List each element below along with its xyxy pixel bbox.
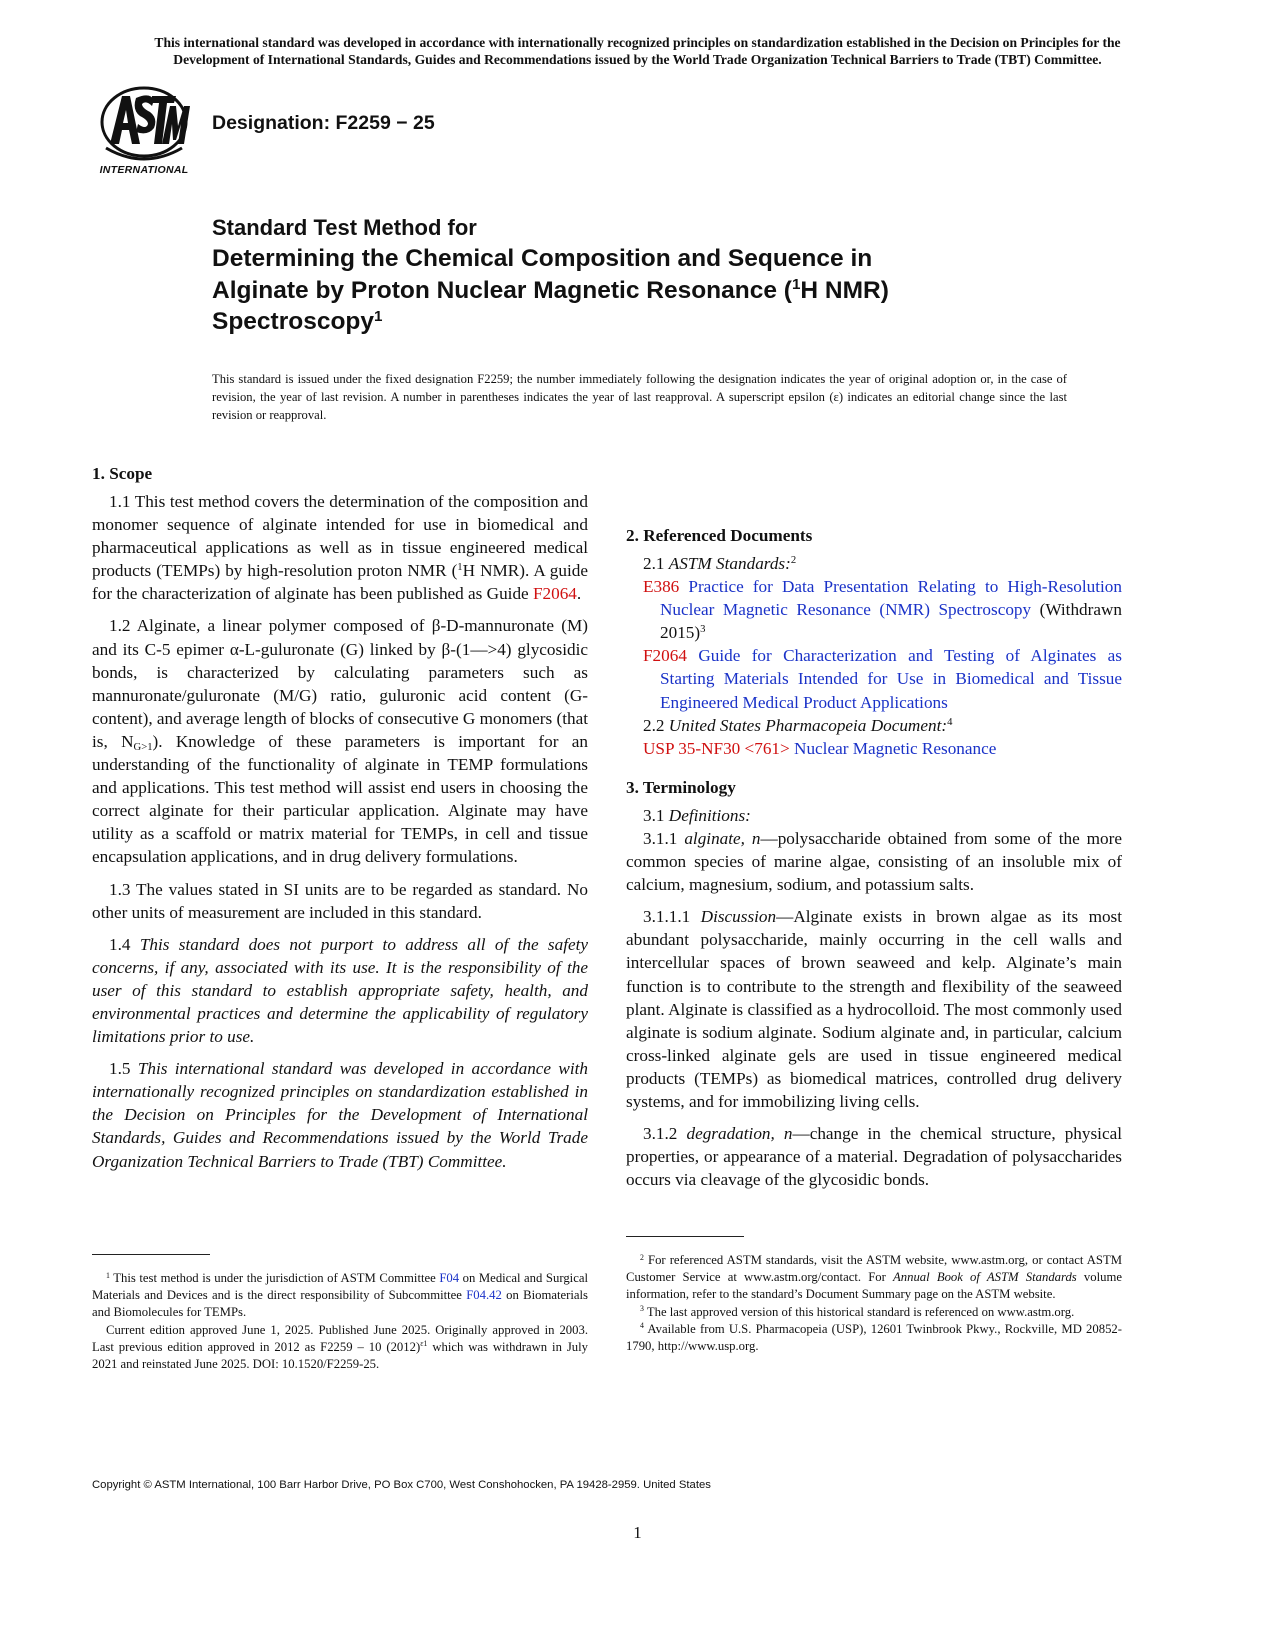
- title-line-1: Determining the Chemical Composition and Sequence in: [212, 245, 873, 272]
- definition-text: —change in the chemical structure, physical properties, or appearance of a material. Degradation of polysaccharides occurs via cleavage of the glycosidic bonds.: [626, 1124, 1122, 1190]
- link-e386-title[interactable]: Practice for Data Presentation Relating to High-Resolution Nuclear Magnetic Resonance (NMR) Spectroscopy: [660, 577, 1122, 620]
- subsection-2-1-title: ASTM Standards:: [668, 554, 791, 573]
- title-prefix: Standard Test Method for: [212, 215, 477, 240]
- footnote-divider-right: [626, 1236, 744, 1237]
- title-superscript: 1: [791, 276, 801, 294]
- link-f2064-title[interactable]: Guide for Characterization and Testing of Alginates as Starting Materials Intended for Use in Biomedical and Tissue Engineered Medical Product Applications: [660, 646, 1122, 712]
- document-title: [212, 243, 1112, 338]
- logo-caption: INTERNATIONAL: [99, 164, 189, 176]
- paragraph-number: 1.4: [109, 934, 140, 954]
- link-f2064[interactable]: F2064: [532, 584, 577, 604]
- footnote-text: The last approved version of this historical standard is referenced on www.astm.org.: [643, 1304, 1075, 1319]
- notice-line-1: This international standard was developed in accordance with internationally recognized principles on standardization established in the Decision on Principles for the: [154, 35, 1121, 50]
- paragraph-1-2-b: ). Knowledge of these parameters is important for an understanding of the functionality of alginate in TEMP formulations and applications. This test method will assist end users in choosing the correct alginate for their particular application. Alginate may have utility as a scaffold or matrix material for TEMPs, in cell and tissue encapsulation applications, and in drug delivery formulations.: [92, 731, 588, 867]
- section-heading-terminology: 3. Terminology: [626, 777, 736, 797]
- discussion-text: —Alginate exists in brown algae as its most abundant polysaccharide, mainly occurring in the cell walls and intercellular spaces of brown seaweed and kelp. Alginate’s main function is to contribute to the strength and flexibility of the seaweed plant. Alginate is classified as a hydrocolloid. The most commonly used alginate is sodium alginate. Sodium alginate and, in particular, calcium cross-linked alginate gels are used in tissue engineered medical products (TEMPs) as biomedical matrices, controlled drug delivery systems, and for immobilizing living cells.: [626, 907, 1122, 1111]
- footnote-ref: 2: [790, 555, 797, 567]
- subscript: G>1: [133, 741, 153, 753]
- subsection-2-2-title: United States Pharmacopeia Document:: [668, 715, 948, 735]
- notice-line-2: Development of International Standards, Guides and Recommendations issued by the World Trade Organization Technical Barriers to Trade (TBT) Committee.: [173, 52, 1102, 67]
- paragraph-1-4-text: This standard does not purport to address all of the safety concerns, if any, associated with its use. It is the responsibility of the user of this standard to establish appropriate safety, health, and environmental practices and determine the applicability of regulatory limitations prior to use.: [92, 934, 588, 1047]
- superscript: 1: [457, 562, 463, 574]
- title-line-3-text: Spectroscopy: [212, 308, 375, 335]
- paragraph-number: 1.5: [109, 1059, 138, 1079]
- epsilon-superscript: ε1: [420, 1339, 428, 1349]
- paragraph-1-5: [92, 1057, 588, 1172]
- footnote-text: on Biomaterials and Biomolecules for TEMPs.: [92, 1288, 588, 1320]
- link-usp-code[interactable]: USP 35-NF30 <761>: [643, 738, 790, 758]
- footnotes-left: [92, 1270, 588, 1373]
- footnote-3: [626, 1304, 1122, 1321]
- title-block: [212, 213, 1112, 338]
- subsection-2-1: [626, 552, 1122, 575]
- ref-usp: [643, 737, 1122, 760]
- paragraph-1-5-text: This international standard was developed in accordance with internationally recognized principles on standardization established in the Decision on Principles for the Development of International Standards, Guides and Recommendations issued by the World Trade Organization Technical Barriers to Trade (TBT) Committee.: [92, 1059, 588, 1171]
- paragraph-1-1-end: .: [576, 584, 582, 604]
- title-line-2: [212, 275, 1112, 307]
- paragraph-number: 3.1.2: [643, 1124, 687, 1144]
- paragraph-number: 2.1: [643, 554, 669, 573]
- definition-alginate: [626, 827, 1122, 896]
- title-footnote-ref: 1: [374, 307, 383, 325]
- definition-text: —polysaccharide obtained from some of the more common species of marine algae, consisting of an insoluble mix of calcium, magnesium, sodium, and potassium salts.: [626, 828, 1122, 895]
- paragraph-1-2: [92, 614, 588, 868]
- withdrawn-note: (Withdrawn 2015): [660, 600, 1123, 643]
- footnote-text: on Medical and Surgical Materials and Devices and is the direct responsibility of Subcommittee: [92, 1271, 588, 1303]
- designation: Designation: F2259 − 25: [212, 112, 435, 134]
- footnote-number: 4: [640, 1321, 644, 1331]
- link-f04[interactable]: F04: [439, 1271, 460, 1285]
- ref-e386: [643, 575, 1122, 644]
- footnote-4: [626, 1321, 1122, 1355]
- subsection-3-1: [626, 804, 1122, 827]
- link-f2064-code[interactable]: F2064: [643, 646, 687, 666]
- right-column: [626, 462, 1122, 1191]
- subsection-2-2: [626, 714, 1122, 737]
- definition-degradation: [626, 1122, 1122, 1191]
- section-heading-scope: 1. Scope: [92, 464, 153, 483]
- discussion-alginate: [626, 905, 1122, 1113]
- footnote-number: 1: [106, 1270, 110, 1280]
- footnote-text: Available from U.S. Pharmacopeia (USP), 12601 Twinbrook Pkwy., Rockville, MD 20852-1790, http://www.usp.org.: [626, 1321, 1122, 1354]
- paragraph-1-1-b: H NMR). A guide for the characterization of alginate has been published as Guide: [92, 561, 588, 604]
- issued-note: This standard is issued under the fixed designation F2259; the number immediately following the designation indicates the year of original adoption or, in the case of revision, the year of last revision. A number in parentheses indicates the year of last reapproval. A superscript epsilon (ε) indicates an editorial change since the last revision or reapproval.: [212, 372, 1067, 423]
- term: degradation, n: [686, 1124, 793, 1144]
- footnote-number: 2: [640, 1252, 644, 1262]
- copyright: Copyright © ASTM International, 100 Barr Harbor Drive, PO Box C700, West Conshohocken, PA 19428-2959. United States: [92, 1479, 711, 1491]
- footnote-text: which was withdrawn in July 2021 and reinstated June 2025. DOI: 10.1520/F2259-25.: [92, 1339, 588, 1372]
- link-f04-42[interactable]: F04.42: [466, 1288, 502, 1303]
- term: alginate, n: [684, 828, 761, 848]
- term: Discussion: [700, 907, 777, 927]
- title-line-2-b: H NMR): [800, 276, 889, 304]
- footnote-text: For referenced ASTM standards, visit the ASTM website, www.astm.org, or contact ASTM Customer Service at www.astm.org/contact. For: [626, 1253, 1122, 1285]
- footnote-number: 3: [640, 1304, 644, 1314]
- footnote-italic: Annual Book of ASTM Standards: [893, 1270, 1077, 1285]
- footnote-1-edition: [92, 1322, 588, 1374]
- footnote-1: [92, 1270, 588, 1322]
- section-heading-referenced: 2. Referenced Documents: [626, 526, 813, 545]
- footnotes-right: [626, 1252, 1122, 1355]
- footnote-ref: 4: [947, 716, 953, 728]
- subsection-3-1-title: Definitions:: [668, 805, 751, 825]
- paragraph-number: 3.1.1: [643, 828, 685, 848]
- paragraph-1-2-a: 1.2 Alginate, a linear polymer composed of β-D-mannuronate (M) and its C-5 epimer α-L-guluronate (G) linked by β-(1—>4) glycosidic bonds, is characterized by calculating parameters such as mannuronate/guluronate (M/G) ratio, guluronic acid content (G-content), and average length of blocks of consecutive G monomers (that is, N: [92, 616, 588, 751]
- title-line-3: [212, 306, 1112, 338]
- footnote-text: volume information, refer to the standard’s Document Summary page on the ASTM website.: [626, 1270, 1122, 1302]
- paragraph-1-4: [92, 933, 588, 1048]
- footnote-2: [626, 1252, 1122, 1304]
- paragraph-1-1-a: 1.1 This test method covers the determination of the composition and monomer sequence of alginate intended for use in biomedical and pharmaceutical applications as well as in tissue engineered medical products (TEMPs) by high-resolution proton NMR (: [92, 492, 588, 581]
- top-notice: [80, 34, 1195, 68]
- paragraph-1-3: 1.3 The values stated in SI units are to be regarded as standard. No other units of measurement are included in this standard.: [92, 879, 588, 922]
- link-usp-title[interactable]: Nuclear Magnetic Resonance: [789, 738, 997, 758]
- page-number: 1: [633, 1523, 642, 1542]
- paragraph-1-1: [92, 490, 588, 605]
- footnote-ref: 3: [700, 624, 706, 636]
- paragraph-number: 3.1.1.1: [643, 907, 701, 927]
- footnote-divider-left: [92, 1254, 210, 1255]
- footnote-text: This test method is under the jurisdiction of ASTM Committee: [109, 1271, 440, 1285]
- link-e386[interactable]: E386: [643, 577, 680, 597]
- ref-f2064: [643, 644, 1122, 713]
- title-line-2-a: Alginate by Proton Nuclear Magnetic Resonance (: [212, 276, 792, 304]
- paragraph-number: 3.1: [643, 805, 669, 825]
- paragraph-number: 2.2: [643, 715, 669, 735]
- left-column: [92, 462, 588, 1173]
- footnote-text: Current edition approved June 1, 2025. Published June 2025. Originally approved in 2003. Last previous edition approved in 2012 as F2259 – 10 (2012): [92, 1322, 588, 1354]
